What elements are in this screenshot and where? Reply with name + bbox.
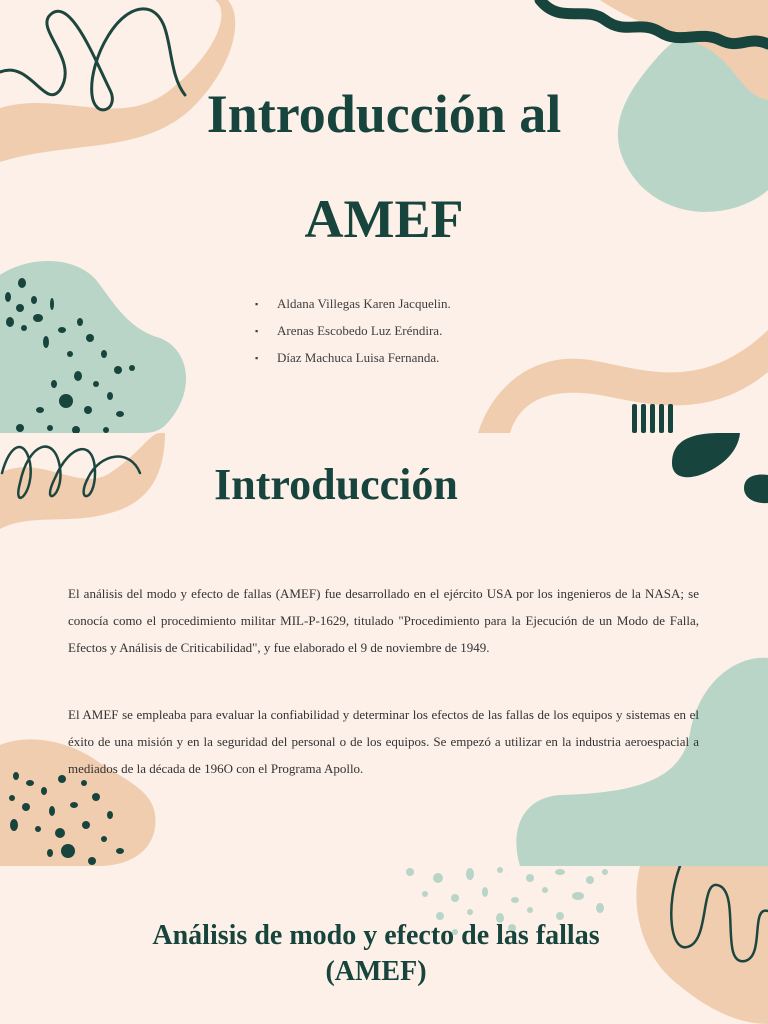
title-line-1: Introducción al: [206, 84, 562, 144]
amef-title: [0, 918, 752, 990]
slide-title: [0, 0, 768, 433]
author-name: Díaz Machuca Luisa Fernanda.: [277, 350, 440, 365]
authors-list: [255, 293, 451, 374]
bullet-icon: ▪: [255, 353, 259, 363]
section-title: Introducción: [214, 460, 458, 509]
amef-title-line-2: (AMEF): [325, 956, 427, 987]
author-item: [255, 347, 451, 374]
author-item: [255, 320, 451, 347]
author-name: Aldana Villegas Karen Jacquelin.: [277, 296, 451, 311]
amef-title-line-1: Análisis de modo y efecto de las fallas: [152, 920, 600, 951]
slide-introduction: [0, 433, 768, 866]
bullet-icon: ▪: [255, 326, 259, 336]
title-line-2: AMEF: [304, 189, 464, 249]
bullet-icon: ▪: [255, 299, 259, 309]
paragraph-1: El análisis del modo y efecto de fallas (AMEF) fue desarrollado en el ejército USA por los ingenieros de la NASA; se conocía como el procedimiento militar MIL-P-1629, titulado "Procedimiento para la Ejecución de un Modo de Falla, Efectos y Análisis de Criticabilidad", y fue elaborado el 9 de noviembre de 1949.: [68, 586, 699, 655]
author-item: [255, 293, 451, 320]
paragraph-2: El AMEF se empleaba para evaluar la confiabilidad y determinar los efectos de las fallas de los equipos y sistemas en el éxito de una misión y en la seguridad del personal o de los equipos. Se empezó a utilizar en la industria aeroespacial a mediados de la década de 196O con el Programa Apollo.: [68, 707, 699, 776]
slide-amef-title: [0, 866, 768, 1024]
author-name: Arenas Escobedo Luz Eréndira.: [277, 323, 443, 338]
